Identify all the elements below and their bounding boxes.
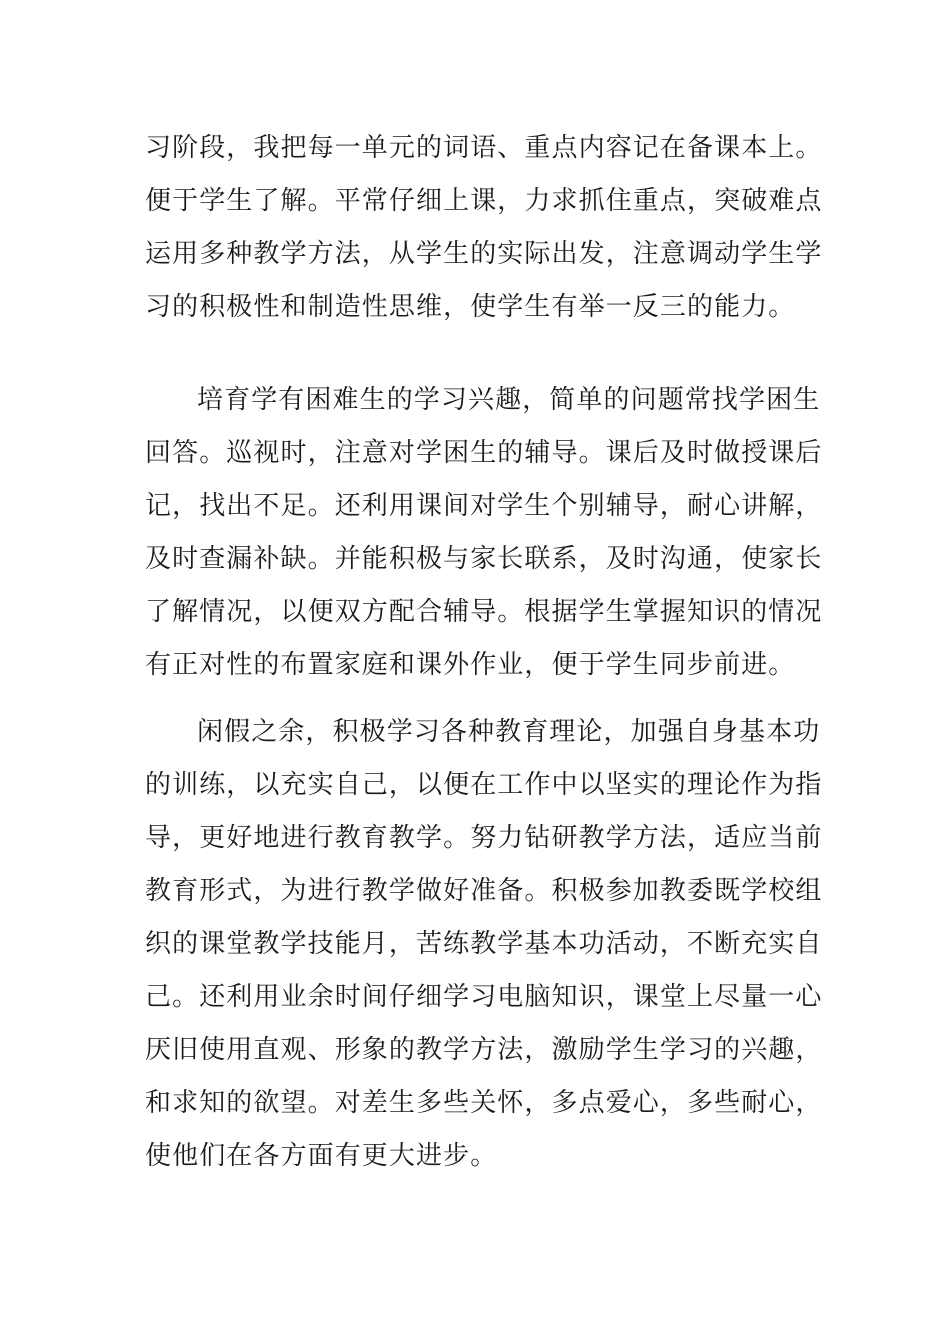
text-line: 便于学生了解。平常仔细上课，力求抓住重点，突破难点 <box>145 186 823 216</box>
text-line: 织的课堂教学技能月，苦练教学基本功活动，不断充实自 <box>145 929 823 959</box>
text-line: 运用多种教学方法，从学生的实际出发，注意调动学生学 <box>145 239 823 269</box>
text-line: 闲假之余，积极学习各种教育理论，加强自身基本功 <box>197 717 821 747</box>
text-line: 习的积极性和制造性思维，使学生有举一反三的能力。 <box>145 292 796 322</box>
text-line: 和求知的欲望。对差生多些关怀，多点爱心，多些耐心， <box>145 1088 823 1118</box>
text-line: 的训练，以充实自己，以便在工作中以坚实的理论作为指 <box>145 770 823 800</box>
text-line: 记，找出不足。还利用课间对学生个别辅导，耐心讲解， <box>145 491 823 521</box>
paragraph-struggling-students <box>145 374 823 692</box>
text-line: 己。还利用业余时间仔细学习电脑知识，课堂上尽量一心 <box>145 982 823 1012</box>
text-line: 及时查漏补缺。并能积极与家长联系，及时沟通，使家长 <box>145 544 823 574</box>
text-line: 回答。巡视时，注意对学困生的辅导。课后及时做授课后 <box>145 438 823 468</box>
paragraph-lesson-preparation <box>145 122 823 334</box>
paragraph-self-study <box>145 706 823 1183</box>
text-line: 教育形式，为进行教学做好准备。积极参加教委既学校组 <box>145 876 823 906</box>
text-line: 习阶段，我把每一单元的词语、重点内容记在备课本上。 <box>145 133 823 163</box>
text-line: 使他们在各方面有更大进步。 <box>145 1141 498 1171</box>
text-line: 有正对性的布置家庭和课外作业，便于学生同步前进。 <box>145 650 796 680</box>
text-line: 培育学有困难生的学习兴趣，简单的问题常找学困生 <box>197 385 821 415</box>
text-line: 厌旧使用直观、形象的教学方法，激励学生学习的兴趣， <box>145 1035 823 1065</box>
text-line: 了解情况，以便双方配合辅导。根据学生掌握知识的情况 <box>145 597 823 627</box>
text-line: 导，更好地进行教育教学。努力钻研教学方法，适应当前 <box>145 823 823 853</box>
